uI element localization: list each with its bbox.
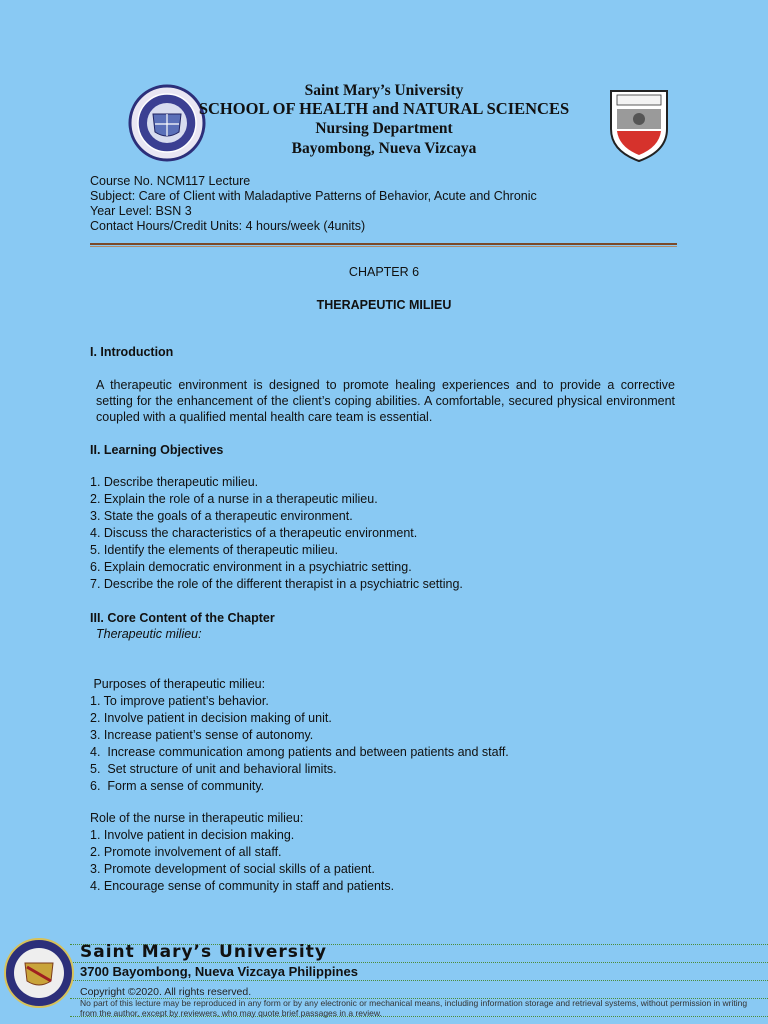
list-item: 6. Explain democratic environment in a psychiatric setting. xyxy=(90,560,412,574)
divider-line-thin xyxy=(90,246,677,247)
list-item: 2. Involve patient in decision making of unit. xyxy=(90,711,332,725)
nurse-role-list xyxy=(90,810,394,895)
footer-address: 3700 Bayombong, Nueva Vizcaya Philippines xyxy=(80,964,358,979)
list-item: 5. Set structure of unit and behavioral limits. xyxy=(90,762,337,776)
role-heading: Role of the nurse in therapeutic milieu: xyxy=(90,811,304,825)
divider-line xyxy=(90,243,677,245)
list-item: 5. Identify the elements of therapeutic milieu. xyxy=(90,543,339,557)
course-info xyxy=(90,174,537,234)
list-item: 3. State the goals of a therapeutic environment. xyxy=(90,509,353,523)
footer-university-name: Saint Mary’s University xyxy=(80,942,327,962)
course-number: Course No. NCM117 Lecture xyxy=(90,174,251,188)
list-item: 2. Explain the role of a nurse in a therapeutic milieu. xyxy=(90,492,378,506)
list-item: 2. Promote involvement of all staff. xyxy=(90,845,282,859)
list-item: 7. Describe the role of the different therapist in a psychiatric setting. xyxy=(90,577,463,591)
list-item: 1. To improve patient’s behavior. xyxy=(90,694,269,708)
list-item: 1. Involve patient in decision making. xyxy=(90,828,295,842)
course-subject: Subject: Care of Client with Maladaptive Patterns of Behavior, Acute and Chronic xyxy=(90,189,537,203)
objectives-list xyxy=(90,474,463,593)
footer-copyright: Copyright ©2020. All rights reserved. xyxy=(80,986,252,998)
section-heading-objectives: II. Learning Objectives xyxy=(90,443,224,457)
section-heading-introduction: I. Introduction xyxy=(90,345,174,359)
footer-notice: No part of this lecture may be reproduced in any form or by any electronic or mechanical means, including information storage and retrieval systems, without permission in writing from the author, except by reviewers, who may quote brief passages in a review. xyxy=(80,998,748,1018)
core-subheading: Therapeutic milieu: xyxy=(96,627,202,641)
purposes-list xyxy=(90,676,509,795)
chapter-title: THERAPEUTIC MILIEU xyxy=(316,298,452,312)
list-item: 4. Increase communication among patients and between patients and staff. xyxy=(90,745,509,759)
section-heading-core-content: III. Core Content of the Chapter xyxy=(90,611,275,625)
chapter-label: CHAPTER 6 xyxy=(348,265,420,279)
list-item: 4. Discuss the characteristics of a therapeutic environment. xyxy=(90,526,418,540)
header-university-name: Saint Mary’s University xyxy=(304,82,464,99)
footer-seal-logo xyxy=(3,937,75,1009)
header-school-name: SCHOOL OF HEALTH and NATURAL SCIENCES xyxy=(198,99,570,118)
course-year-level: Year Level: BSN 3 xyxy=(90,204,192,218)
header-location: Bayombong, Nueva Vizcaya xyxy=(291,140,477,157)
course-contact-hours: Contact Hours/Credit Units: 4 hours/week (4units) xyxy=(90,219,366,233)
list-item: 3. Increase patient’s sense of autonomy. xyxy=(90,728,314,742)
purposes-heading: Purposes of therapeutic milieu: xyxy=(90,677,266,691)
header-department: Nursing Department xyxy=(315,120,453,137)
list-item: 3. Promote development of social skills of a patient. xyxy=(90,862,375,876)
introduction-paragraph: A therapeutic environment is designed to promote healing experiences and to provide a corrective setting for the enhancement of the client’s coping abilities. A comfortable, secured physical environment coupled with a qualified mental health care team is essential. xyxy=(96,378,675,424)
list-item: 6. Form a sense of community. xyxy=(90,779,265,793)
list-item: 4. Encourage sense of community in staff and patients. xyxy=(90,879,395,893)
list-item: 1. Describe therapeutic milieu. xyxy=(90,475,259,489)
